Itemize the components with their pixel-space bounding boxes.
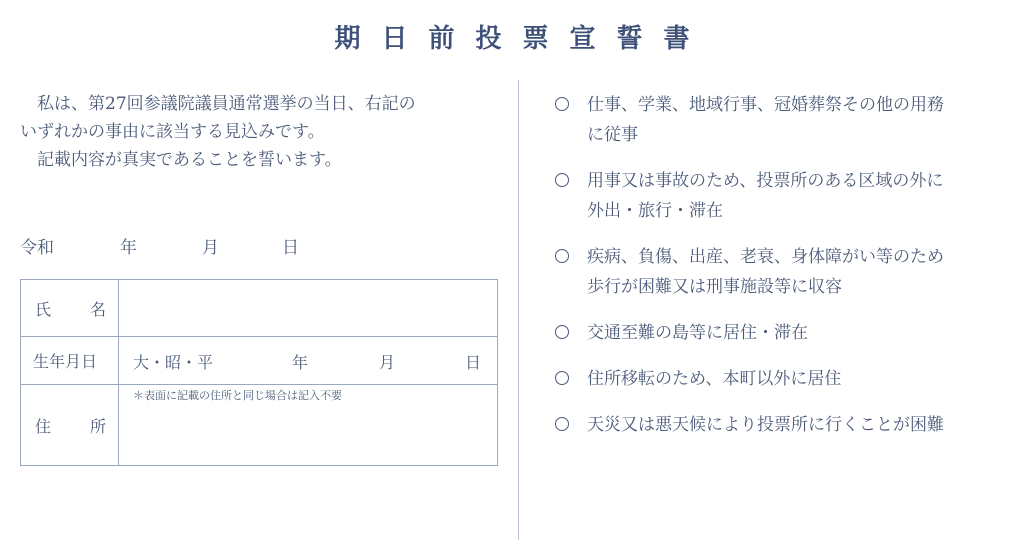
birth-eras: 大・昭・平 [133,353,214,372]
option-circle-icon[interactable] [555,371,569,385]
declaration-line-3: 記載内容が真実であることを誓います。 [37,150,342,170]
reason-option[interactable] [555,90,1005,150]
reason-option[interactable] [555,242,1005,302]
page-title: 期日前投票宣誓書 [334,24,711,54]
option-line-1: 用事又は事故のため、投票所のある区域の外に [587,171,944,191]
name-label-2: 名 [89,299,106,319]
applicant-form [20,279,498,466]
option-circle-icon[interactable] [555,417,569,431]
option-circle-icon[interactable] [555,249,569,263]
reason-option[interactable] [555,364,1005,394]
name-label-cell [21,280,119,337]
option-line-1: 住所移転のため、本町以外に居住 [587,369,842,389]
birth-field[interactable] [119,337,498,385]
reason-option[interactable] [555,410,1005,440]
address-label-1: 住 [35,416,52,436]
option-circle-icon[interactable] [555,325,569,339]
declaration-line-1: 私は、第27回参議院議員通常選挙の当日、右記の [37,94,416,114]
birth-day: 日 [465,353,482,372]
declaration-text [20,90,500,174]
option-circle-icon[interactable] [555,97,569,111]
birth-year: 年 [292,353,309,372]
option-line-1: 交通至難の島等に居住・滞在 [587,323,808,343]
option-line-1: 天災又は悪天候により投票所に行くことが困難 [587,415,944,435]
address-label-2: 所 [89,416,106,436]
address-note: ＊表面に記載の住所と同じ場合は記入不要 [133,389,342,402]
date-era: 令和 [20,238,54,258]
declaration-line-2: いずれかの事由に該当する見込みです。 [20,122,325,142]
option-line-2: 外出・旅行・滞在 [587,201,723,221]
address-row [21,385,498,466]
date-year: 年 [120,238,137,258]
column-divider [518,80,519,540]
date-month: 月 [202,238,219,258]
name-field[interactable] [119,280,498,337]
option-line-2: に従事 [587,125,638,145]
reason-option[interactable] [555,166,1005,226]
birth-label-cell [21,337,119,385]
option-line-2: 歩行が困難又は刑事施設等に収容 [587,277,842,297]
reason-option[interactable] [555,318,1005,348]
name-label-1: 氏 [35,299,52,319]
address-label-cell [21,385,119,466]
declaration-date[interactable] [20,233,350,257]
birth-row [21,337,498,385]
birth-month: 月 [379,353,396,372]
option-line-1: 疾病、負傷、出産、老衰、身体障がい等のため [587,247,944,267]
option-circle-icon[interactable] [555,173,569,187]
date-day: 日 [282,238,299,258]
birth-label: 生年月日 [33,352,98,371]
address-field[interactable] [119,385,498,466]
option-line-1: 仕事、学業、地域行事、冠婚葬祭その他の用務 [587,95,944,115]
name-row [21,280,498,337]
reason-options [555,90,1005,440]
